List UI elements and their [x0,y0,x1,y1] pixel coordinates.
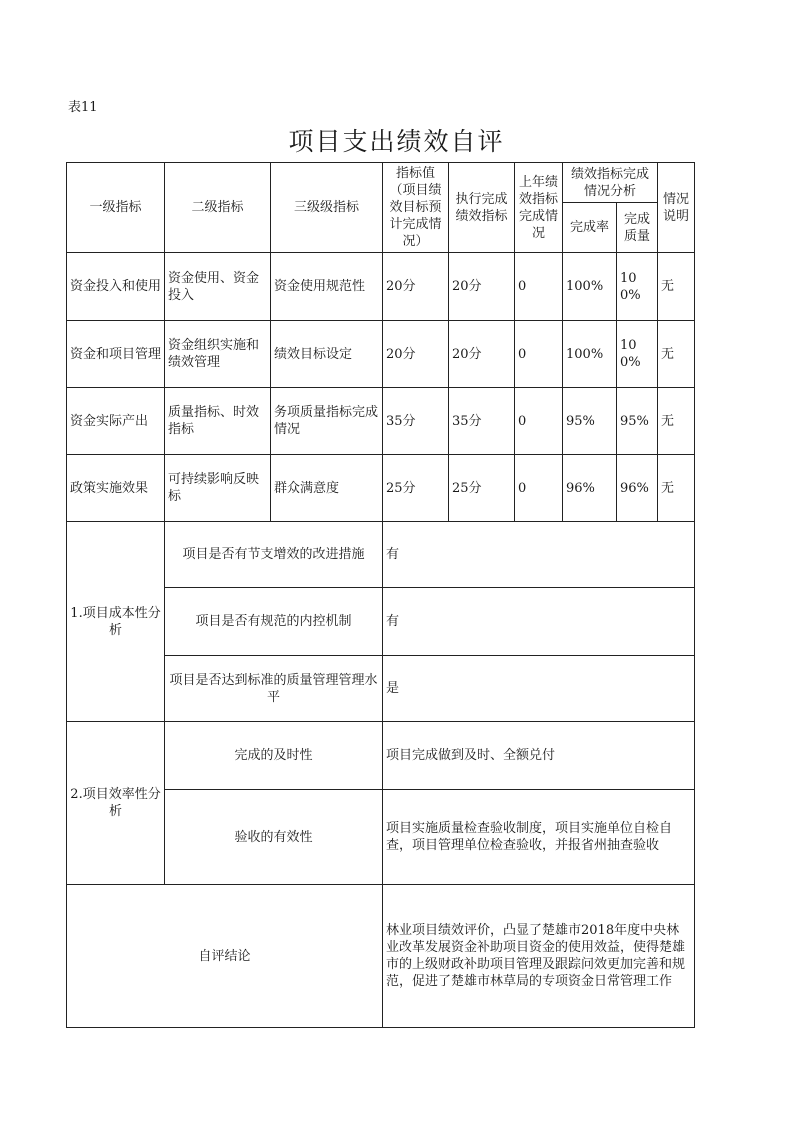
level2-cell: 资金使用、资金投入 [165,253,271,321]
last-year-cell: 0 [515,321,563,388]
note-cell: 无 [658,455,695,522]
rate-cell: 100% [563,321,617,388]
header-target-value: 指标值（项目绩效目标预计完成情况） [383,163,449,253]
level2-cell: 可持续影响反映标 [165,455,271,522]
header-analysis: 绩效指标完成情况分析 [563,163,658,203]
target-cell: 20分 [383,321,449,388]
efficiency-analysis-row [67,722,695,790]
efficiency-question: 完成的及时性 [165,722,383,790]
actual-cell: 20分 [449,253,515,321]
efficiency-analysis-label: 2.项目效率性分析 [67,722,165,885]
efficiency-answer: 项目完成做到及时、全额兑付 [383,722,695,790]
level3-cell: 务项质量指标完成情况 [271,388,383,455]
note-cell: 无 [658,388,695,455]
header-completion-rate: 完成率 [563,203,617,253]
table-row [67,321,695,388]
header-level1: 一级指标 [67,163,165,253]
header-actual-completion: 执行完成绩效指标 [449,163,515,253]
conclusion-text: 林业项目绩效评价，凸显了楚雄市2018年度中央林业改革发展资金补助项目资金的使用效益，使得楚雄市的上级财政补助项目管理及跟踪问效更加完善和规范，促进了楚雄市林草局的专项资金日常管理工作 [383,885,695,1028]
last-year-cell: 0 [515,253,563,321]
rate-cell: 96% [563,455,617,522]
efficiency-question: 验收的有效性 [165,790,383,885]
header-notes: 情况说明 [658,163,695,253]
rate-cell: 95% [563,388,617,455]
header-level2: 二级指标 [165,163,271,253]
header-level3: 三级级指标 [271,163,383,253]
cost-answer: 有 [383,588,695,656]
quality-cell: 100% [617,321,658,388]
cost-question: 项目是否有节支增效的改进措施 [165,522,383,588]
table-row [67,388,695,455]
level3-cell: 绩效目标设定 [271,321,383,388]
cost-question: 项目是否有规范的内控机制 [165,588,383,656]
level2-cell: 资金组织实施和绩效管理 [165,321,271,388]
table-row [67,455,695,522]
cost-answer: 有 [383,522,695,588]
efficiency-answer: 项目实施质量检查验收制度，项目实施单位自检自查，项目管理单位检查验收，并报省州抽查验收 [383,790,695,885]
quality-cell: 100% [617,253,658,321]
level2-cell: 质量指标、时效指标 [165,388,271,455]
level3-cell: 资金使用规范性 [271,253,383,321]
level1-cell: 资金实际产出 [67,388,165,455]
target-cell: 25分 [383,455,449,522]
table-row [67,253,695,321]
header-row-1 [67,163,695,203]
target-cell: 20分 [383,253,449,321]
conclusion-label: 自评结论 [67,885,383,1028]
actual-cell: 35分 [449,388,515,455]
quality-cell: 96% [617,455,658,522]
target-cell: 35分 [383,388,449,455]
level1-cell: 资金投入和使用 [67,253,165,321]
cost-analysis-row [67,522,695,588]
level1-cell: 政策实施效果 [67,455,165,522]
note-cell: 无 [658,253,695,321]
cost-question: 项目是否达到标准的质量管理管理水平 [165,656,383,722]
document-title: 项目支出绩效自评 [288,127,505,156]
header-completion-quality: 完成质量 [617,203,658,253]
table-number-label: 表11 [68,100,98,115]
rate-cell: 100% [563,253,617,321]
level1-cell: 资金和项目管理 [67,321,165,388]
actual-cell: 20分 [449,321,515,388]
level3-cell: 群众满意度 [271,455,383,522]
last-year-cell: 0 [515,455,563,522]
last-year-cell: 0 [515,388,563,455]
actual-cell: 25分 [449,455,515,522]
header-last-year: 上年绩效指标完成情况 [515,163,563,253]
quality-cell: 95% [617,388,658,455]
cost-analysis-label: 1.项目成本性分析 [67,522,165,722]
cost-answer: 是 [383,656,695,722]
performance-evaluation-table [66,162,695,1028]
conclusion-row [67,885,695,1028]
note-cell: 无 [658,321,695,388]
